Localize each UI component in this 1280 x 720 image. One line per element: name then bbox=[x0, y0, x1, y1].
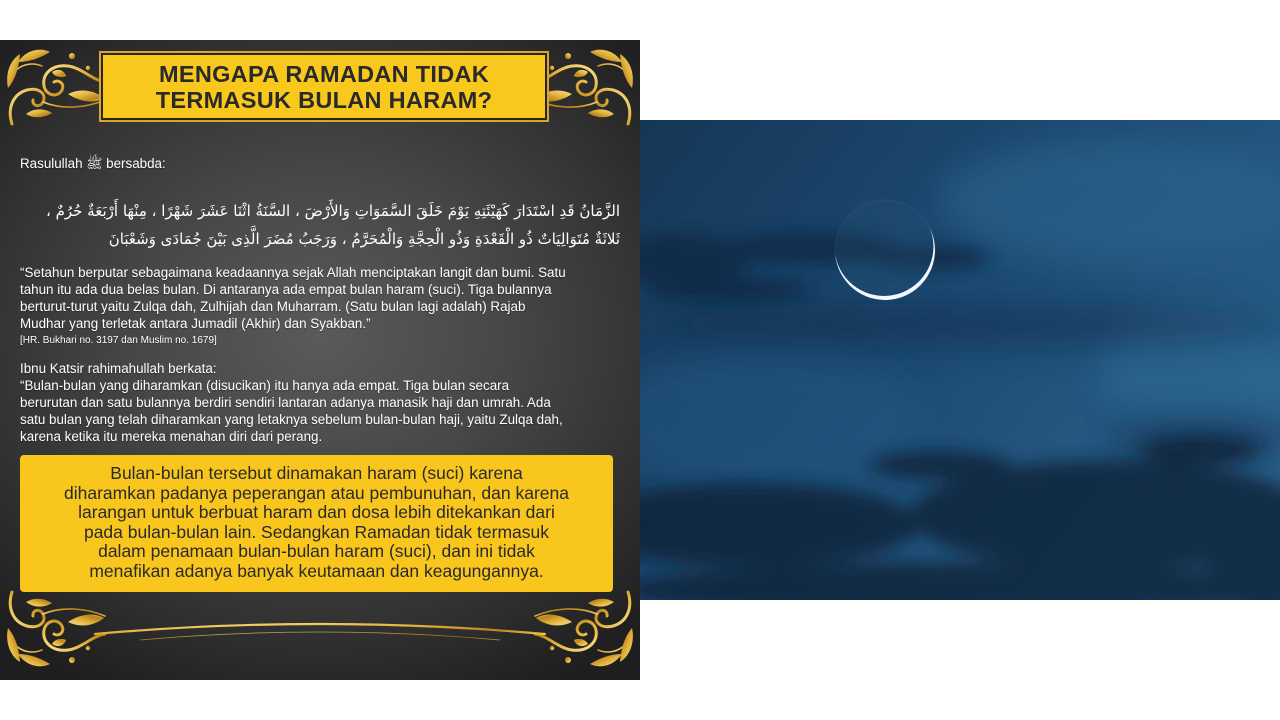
hadith-translation bbox=[20, 264, 566, 332]
highlight-line: larangan untuk berbuat haram dan dosa lebih ditekankan dari bbox=[78, 502, 555, 523]
infographic-image[interactable] bbox=[0, 40, 640, 680]
arabic-line: ثَلاثَةٌ مُتَوَالِيَاتٌ ذُو الْقَعْدَةِ وَذُو الْحِجَّةِ وَالْمُحَرَّمُ ، وَرَجَبُ مُضَرَ الَّذِى بَيْنَ جُمَادَى وَشَعْبَانَ bbox=[108, 230, 620, 248]
hadith-citation: [HR. Bukhari no. 3197 dan Muslim no. 1679] bbox=[20, 335, 217, 346]
quote-line: satu bulan yang telah diharamkan yang letaknya sebelum bulan-bulan haji, yaitu Zulqa dah, bbox=[20, 412, 563, 427]
ornament-bottom-right bbox=[535, 592, 633, 666]
translation-line: tahun itu ada dua belas bulan. Di antaranya ada empat bulan haram (suci). Tiga bulannya bbox=[20, 282, 552, 297]
ibnu-katsir-intro: Ibnu Katsir rahimahullah berkata: bbox=[20, 361, 217, 376]
ibnu-katsir-quote bbox=[20, 377, 563, 445]
title-line: MENGAPA RAMADAN TIDAK bbox=[158, 61, 490, 87]
translation-line: berturut-turut yaitu Zulqa dah, Zulhijah dan Muharram. (Satu bulan lagi adalah) Rajab bbox=[20, 299, 526, 314]
highlight-line: diharamkan padanya peperangan atau pembunuhan, dan karena bbox=[64, 482, 569, 503]
highlight-line: pada bulan-bulan lain. Sedangkan Ramadan tidak termasuk bbox=[83, 521, 550, 542]
arabic-line: الزَّمَانُ قَدِ اسْتَدَارَ كَهَيْئَتِهِ يَوْمَ خَلَقَ السَّمَوَاتِ وَالأَرْضَ ، السَّنَةُ اثْنَا عَشَرَ شَهْرًا ، مِنْهَا أَرْبَعَةٌ حُرُمٌ ، bbox=[45, 202, 620, 220]
arabic-hadith bbox=[20, 197, 620, 253]
highlight-line: dalam penamaan bulan-bulan haram (suci), dan ini tidak bbox=[98, 541, 535, 562]
quote-line: berurutan dan satu bulannya berdiri sendiri lantaran adanya manasik haji dan umrah. Ada bbox=[20, 395, 551, 410]
hadith-intro: Rasulullah ﷺ bersabda: bbox=[20, 156, 166, 171]
title-banner bbox=[103, 55, 545, 118]
quote-line: karena ketika itu mereka menahan diri dari perang. bbox=[20, 429, 323, 444]
translation-line: Mudhar yang terletak antara Jumadil (Akhir) dan Syakban.” bbox=[20, 316, 371, 331]
translation-line: “Setahun berputar sebagaimana keadaannya sejak Allah menciptakan langit dan bumi. Satu bbox=[20, 265, 566, 280]
highlight-line: menafikan adanya banyak keutamaan dan keagungannya. bbox=[89, 560, 544, 581]
highlight-line: Bulan-bulan tersebut dinamakan haram (suci) karena bbox=[110, 463, 523, 483]
ornament-top-left bbox=[7, 50, 105, 124]
ornament-bottom-line-thin bbox=[140, 632, 500, 640]
ornament-bottom-line bbox=[95, 624, 545, 634]
crescent-moon-photo[interactable] bbox=[640, 120, 1280, 600]
night-sky bbox=[640, 120, 1280, 600]
quote-line: “Bulan-bulan yang diharamkan (disucikan) itu hanya ada empat. Tiga bulan secara bbox=[20, 378, 510, 393]
ornament-bottom-left bbox=[7, 592, 105, 666]
crescent-moon bbox=[835, 200, 935, 300]
ornament-top-right bbox=[535, 50, 633, 124]
title-line: TERMASUK BULAN HARAM? bbox=[155, 87, 493, 113]
highlight-box bbox=[20, 455, 613, 592]
